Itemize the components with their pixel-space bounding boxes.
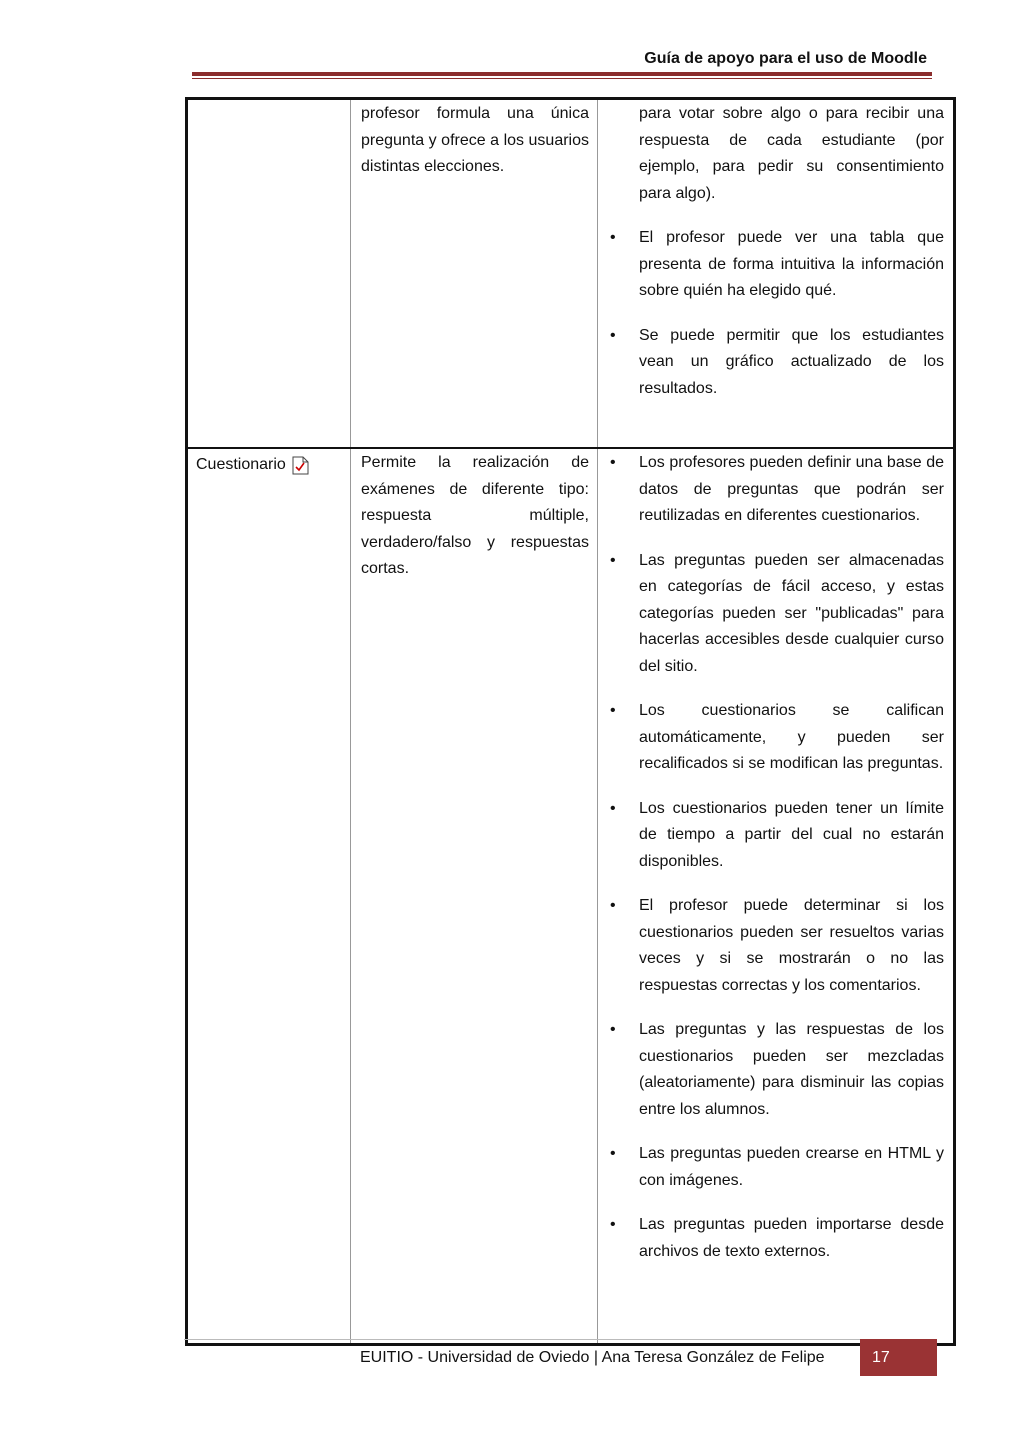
activity-description-cell (351, 99, 598, 449)
page-number: 17 (860, 1339, 937, 1376)
feature-text: Se puede permitir que los estudiantes vean un gráfico actualizado de los resultados. (639, 326, 944, 397)
feature-list (610, 450, 944, 1265)
bullet-icon: • (610, 326, 616, 344)
list-item (610, 698, 944, 778)
feature-text: para votar sobre algo o para recibir una respuesta de cada estudiante (por ejemplo, para pedir su consentimiento para algo). (639, 105, 944, 202)
list-item (610, 893, 944, 999)
header-rule (192, 72, 932, 76)
table-row (187, 448, 955, 1345)
list-item (610, 548, 944, 681)
quiz-icon (292, 456, 309, 475)
list-item (610, 1212, 944, 1265)
activities-table (185, 97, 956, 1346)
activity-name-cell (187, 448, 351, 1345)
activity-description: profesor formula una única pregunta y ofrece a los usuarios distintas elecciones. (361, 105, 589, 175)
list-item (610, 323, 944, 403)
feature-list (610, 101, 944, 402)
feature-text: Los cuestionarios se califican automáticamente, y pueden ser recalificados si se modifican las preguntas. (639, 702, 944, 772)
bullet-icon: • (610, 229, 616, 246)
activity-features-cell (598, 448, 955, 1345)
page-footer: EUITIO - Universidad de Oviedo | Ana Teresa González de Felipe (360, 1348, 825, 1366)
bullet-icon: • (610, 897, 616, 914)
bullet-icon: • (610, 454, 616, 471)
feature-text: El profesor puede ver una tabla que presenta de forma intuitiva la información sobre quién ha elegido qué. (639, 229, 944, 299)
bullet-icon: • (610, 1145, 616, 1162)
bullet-icon: • (610, 1216, 616, 1233)
feature-text: Los cuestionarios pueden tener un límite de tiempo a partir del cual no estarán disponibles. (639, 799, 944, 870)
bullet-icon: • (610, 551, 616, 569)
table-row (187, 99, 955, 449)
list-item (610, 101, 944, 207)
list-item (610, 450, 944, 530)
header-rule-thin (192, 78, 932, 79)
list-item (610, 1017, 944, 1123)
feature-text: Las preguntas y las respuestas de los cuestionarios pueden ser mezcladas (aleatoriamente) para disminuir las copias entre los alumnos. (639, 1021, 944, 1118)
list-item (610, 1141, 944, 1194)
list-item (610, 225, 944, 305)
activity-description-cell (351, 448, 598, 1345)
activity-features-cell (598, 99, 955, 449)
feature-text: Las preguntas pueden crearse en HTML y con imágenes. (639, 1145, 944, 1189)
activity-description: Permite la realización de exámenes de diferente tipo: respuesta múltiple, verdadero/falso y respuestas cortas. (361, 454, 589, 577)
bullet-icon: • (610, 799, 616, 817)
bullet-icon: • (610, 1021, 616, 1038)
feature-text: Las preguntas pueden importarse desde archivos de texto externos. (639, 1216, 944, 1260)
feature-text: Las preguntas pueden ser almacenadas en categorías de fácil acceso, y estas categorías pueden ser "publicadas" para hacerlas accesibles desde cualquier curso del sitio. (639, 551, 944, 675)
feature-text: Los profesores pueden definir una base de datos de preguntas que podrán ser reutilizadas en diferentes cuestionarios. (639, 454, 944, 524)
activity-name-cell (187, 99, 351, 449)
feature-text: El profesor puede determinar si los cuestionarios pueden ser resueltos varias veces y si se mostrarán o no las respuestas correctas y los comentarios. (639, 897, 944, 994)
bullet-icon: • (610, 702, 616, 719)
list-item (610, 796, 944, 876)
running-header-title: Guía de apoyo para el uso de Moodle (644, 50, 927, 67)
activity-name: Cuestionario (196, 456, 286, 473)
